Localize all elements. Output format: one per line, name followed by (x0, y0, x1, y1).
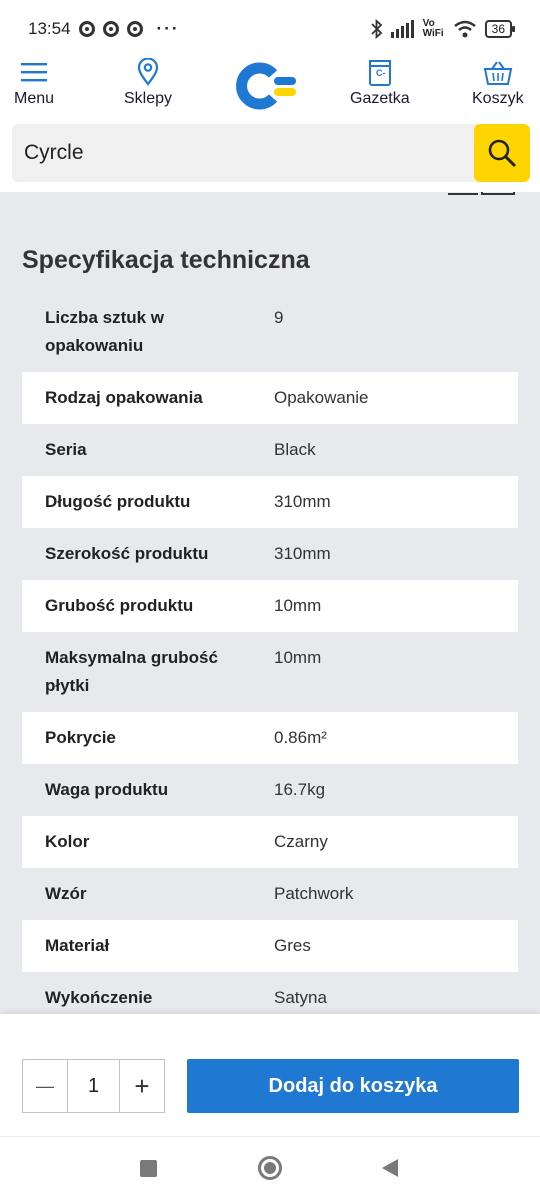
castorama-logo[interactable] (236, 62, 300, 110)
newspaper-label: Gazetka (350, 90, 410, 107)
spec-value: 10mm (274, 648, 322, 667)
status-right (371, 19, 512, 39)
spec-key: Rodzaj opakowania (45, 388, 203, 407)
spec-row (22, 868, 518, 920)
search-bar (12, 124, 530, 182)
vowifi-indicator: Vo WiFi (422, 18, 444, 39)
hamburger-icon (21, 62, 47, 82)
product-content[interactable] (0, 192, 540, 1014)
shops-label: Sklepy (124, 90, 173, 107)
cart-button[interactable] (472, 60, 524, 108)
spec-value: Czarny (274, 832, 328, 851)
add-to-cart-button[interactable]: Dodaj do koszyka (187, 1059, 519, 1113)
spec-key: Seria (45, 440, 87, 459)
signal-icon (391, 20, 415, 38)
spec-row (22, 920, 518, 972)
spec-value: 9 (274, 308, 284, 327)
spec-value: 16.7kg (274, 780, 326, 799)
spec-row (22, 372, 518, 424)
quantity-value[interactable]: 1 (67, 1060, 120, 1112)
spec-row (22, 292, 518, 372)
spec-key: Maksymalna grubość płytki (45, 648, 218, 695)
spec-row (22, 632, 518, 712)
increase-quantity-button[interactable]: + (134, 1070, 150, 1101)
newspaper-badge: C- (376, 68, 386, 78)
spec-key: Grubość produktu (45, 596, 194, 615)
cropped-element-fragment (448, 192, 518, 197)
chrome-icon (127, 21, 143, 37)
spec-key: Waga produktu (45, 780, 169, 799)
spec-key: Długość produktu (45, 492, 191, 511)
chrome-icon (79, 21, 95, 37)
spec-key: Wykończenie (45, 988, 153, 1007)
status-time: 13:54 (28, 19, 71, 38)
chrome-icon (103, 21, 119, 37)
wifi-icon (453, 20, 477, 38)
spec-key: Pokrycie (45, 728, 116, 747)
search-icon (487, 138, 517, 168)
bluetooth-icon (371, 19, 383, 39)
spec-value: Gres (274, 936, 311, 955)
add-to-cart-bar (0, 1014, 540, 1136)
spec-row (22, 972, 518, 1014)
spec-value: 0.86m² (274, 728, 327, 747)
status-bar (0, 0, 540, 58)
spec-row (22, 424, 518, 476)
system-nav-bar (0, 1136, 540, 1200)
spec-value: Satyna (274, 988, 327, 1007)
shops-button[interactable] (124, 58, 172, 108)
spec-row (22, 816, 518, 868)
spec-row (22, 528, 518, 580)
home-icon[interactable] (258, 1156, 282, 1180)
menu-label: Menu (14, 90, 55, 107)
specs-title: Specyfikacja techniczna (22, 246, 310, 274)
spec-key: Materiał (45, 936, 110, 955)
spec-key: Wzór (45, 884, 87, 903)
cart-label: Koszyk (472, 90, 524, 107)
spec-row (22, 580, 518, 632)
location-pin-icon (137, 58, 159, 86)
spec-value: Patchwork (274, 884, 354, 903)
battery-indicator: 36 (485, 20, 512, 38)
spec-value: Opakowanie (274, 388, 369, 407)
basket-icon (483, 60, 513, 86)
specs-table (22, 292, 518, 1014)
status-left (28, 19, 180, 39)
quantity-stepper (22, 1059, 165, 1113)
spec-key: Kolor (45, 832, 90, 851)
spec-value: Black (274, 440, 316, 459)
search-button[interactable] (474, 124, 530, 182)
spec-value: 10mm (274, 596, 322, 615)
spec-row (22, 476, 518, 528)
spec-value: 310mm (274, 544, 331, 563)
recents-icon[interactable] (140, 1160, 157, 1177)
decrease-quantity-button[interactable]: — (36, 1075, 54, 1096)
menu-button[interactable] (14, 62, 54, 108)
spec-value: 310mm (274, 492, 331, 511)
spec-key: Liczba sztuk w opakowaniu (45, 308, 165, 355)
spec-row (22, 712, 518, 764)
back-icon[interactable] (382, 1159, 398, 1177)
search-input[interactable] (12, 124, 472, 182)
spec-key: Szerokość produktu (45, 544, 209, 563)
spec-row (22, 764, 518, 816)
newspaper-button[interactable] (350, 60, 410, 108)
top-nav (0, 58, 540, 120)
more-notifications-icon: ··· (156, 19, 180, 38)
